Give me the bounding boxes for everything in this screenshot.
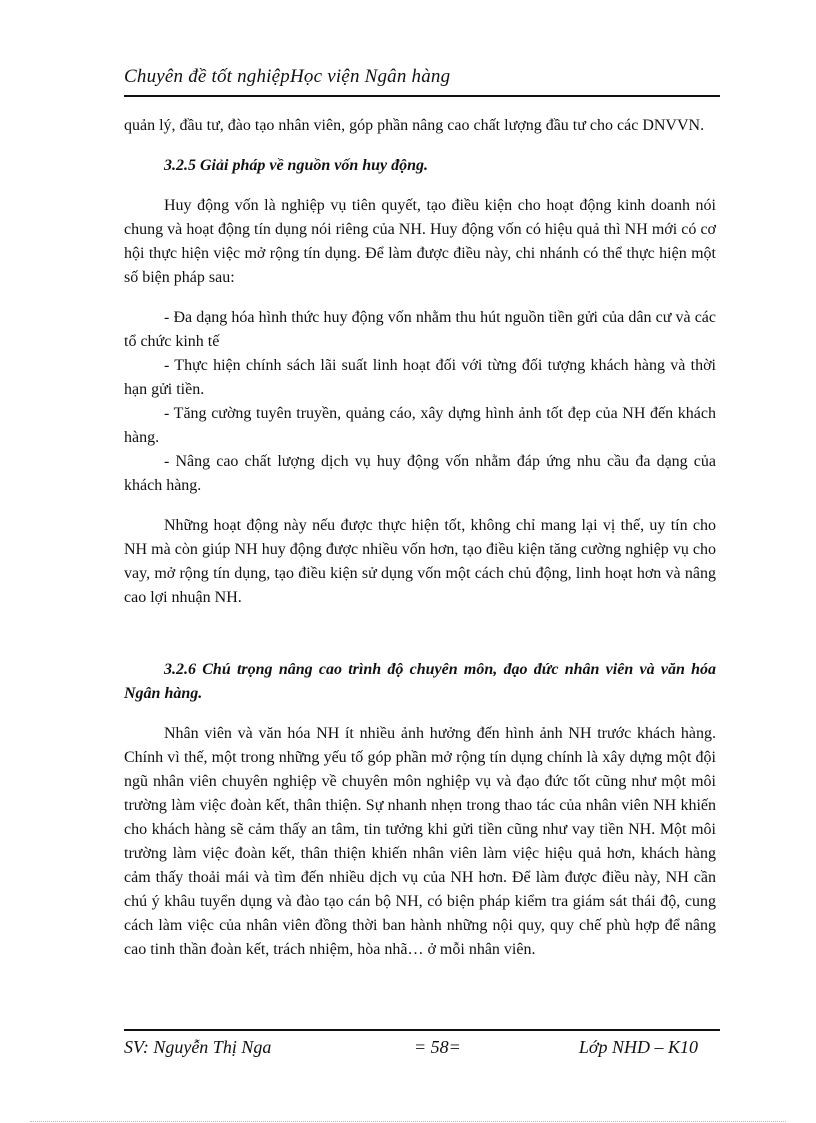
paragraph-benefits: Những hoạt động này nếu được thực hiện tốt, không chỉ mang lại vị thế, uy tín cho NH mà còn giúp NH huy động được nhiều vốn hơn, tạo điều kiện tăng cường nghiệp vụ cho vay, mở rộng tín dụng, tạo điều kiện sử dụng vốn một cách chủ động, linh hoạt hơn và nâng cao lợi nhuận NH. [124,517,716,606]
running-footer [124,1037,720,1063]
header-rule [124,95,720,97]
bullet-item: - Nâng cao chất lượng dịch vụ huy động vốn nhằm đáp ứng nhu cầu đa dạng của khách hàng. [124,453,716,494]
bullet-item: - Thực hiện chính sách lãi suất linh hoạt đối với từng đối tượng khách hàng và thời hạn gửi tiền. [124,357,716,398]
bullet-item: - Đa dạng hóa hình thức huy động vốn nhằm thu hút nguồn tiền gửi của dân cư và các tổ chức kinh tế [124,309,716,350]
footer-rule [124,1029,720,1031]
page-number: = 58= [414,1037,461,1057]
paragraph-capital-mobilization: Huy động vốn là nghiệp vụ tiên quyết, tạo điều kiện cho hoạt động kinh doanh nói chung và hoạt động tín dụng nói riêng của NH. Huy động vốn có hiệu quả thì NH mới có cơ hội thực hiện việc mở rộng tín dụng. Để làm được điều này, chi nhánh có thể thực hiện một số biện pháp sau: [124,197,716,286]
paragraph-staff-culture: Nhân viên và văn hóa NH ít nhiều ảnh hưởng đến hình ảnh NH trước khách hàng. Chính vì thế, một trong những yếu tố góp phần mở rộng tín dụng chính là xây dựng một đội ngũ nhân viên chuyên nghiệp về chuyên môn nghiệp vụ và đạo đức tốt cũng như một môi trường làm việc đoàn kết, thân thiện. Sự nhanh nhẹn trong thao tác của nhân viên NH khiến cho khách hàng sẽ cảm thấy an tâm, tin tưởng khi gửi tiền cũng như vay tiền NH. Một môi trường làm việc đoàn kết, thân thiện khiến nhân viên làm việc hiệu quả hơn, khách hàng cảm thấy thoải mái và tìm đến nhiều dịch vụ của NH hơn. Để làm được điều này, NH cần chú ý khâu tuyển dụng và đào tạo cán bộ NH, có biện pháp kiểm tra giám sát thái độ, cung cách làm việc của nhân viên đồng thời ban hành những nội quy, quy chế phù hợp để nâng cao tinh thần đoàn kết, trách nhiệm, hòa nhã… ở mỗi nhân viên. [124,725,716,958]
class-name: Lớp NHD – K10 [578,1037,698,1057]
student-name: SV: Nguyễn Thị Nga [124,1037,272,1057]
running-header: Chuyên đề tốt nghiệpHọc viện Ngân hàng [124,66,451,87]
page-body [124,114,716,962]
paragraph-continuation: quản lý, đầu tư, đào tạo nhân viên, góp phần nâng cao chất lượng đầu tư cho các DNVVN. [124,117,705,134]
page-edge-divider [30,1121,786,1122]
bullet-item: - Tăng cường tuyên truyền, quảng cáo, xây dựng hình ảnh tốt đẹp của NH đến khách hàng. [124,405,716,446]
section-heading-3-2-5: 3.2.5 Giải pháp về nguồn vốn huy động. [164,157,429,174]
section-heading-3-2-6: 3.2.6 Chú trọng nâng cao trình độ chuyên môn, đạo đức nhân viên và văn hóa Ngân hàng. [124,661,716,702]
